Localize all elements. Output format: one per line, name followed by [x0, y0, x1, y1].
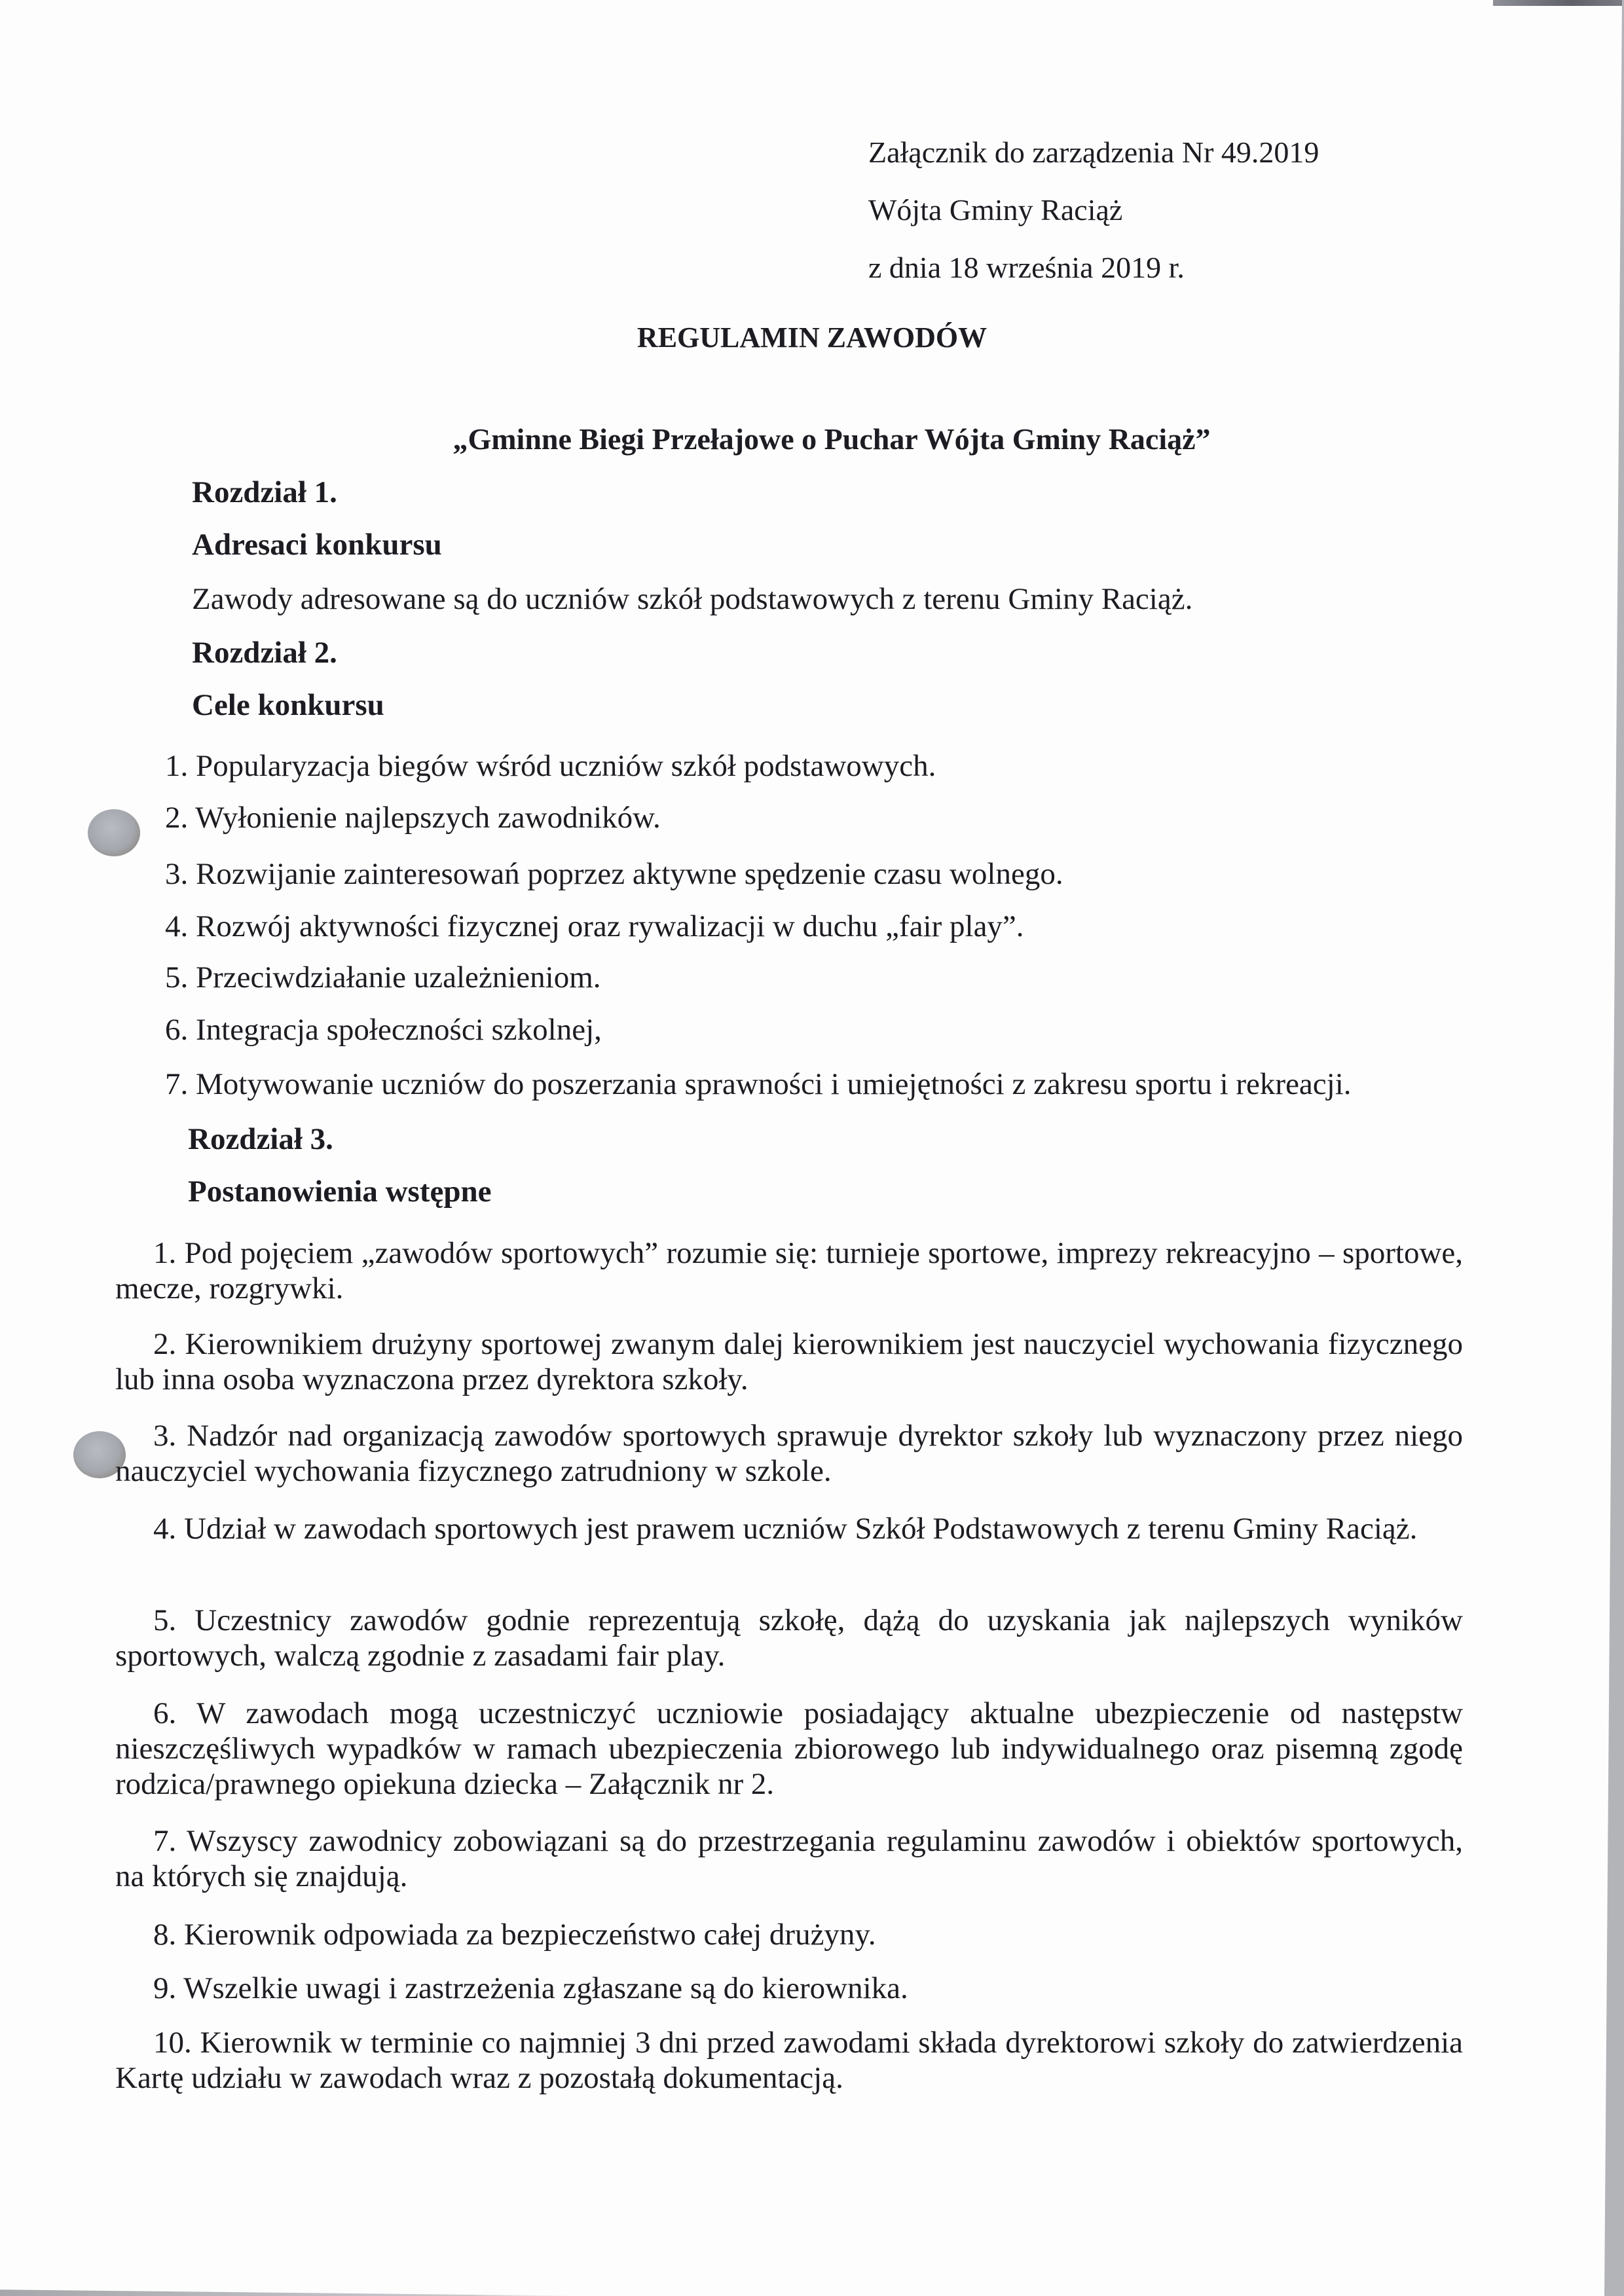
annex-line-3: z dnia 18 września 2019 r.	[868, 251, 1185, 284]
annex-line-1: Załącznik do zarządzenia Nr 49.2019	[868, 136, 1320, 169]
chapter-1-label: Rozdział 1.	[192, 475, 337, 509]
provision-text: 3. Nadzór nad organizacją zawodów sportowych sprawuje dyrektor szkoły lub wyznaczony przez niego nauczyciel wychowania fizycznego zatrudniony w szkole.	[115, 1419, 1463, 1488]
provision-paragraph	[115, 1235, 1463, 1306]
provision-paragraph	[115, 1326, 1463, 1397]
goal-item: 5. Przeciwdziałanie uzależnieniom.	[165, 960, 601, 994]
goal-item: 3. Rozwijanie zainteresowań poprzez aktywne spędzenie czasu wolnego.	[165, 857, 1063, 891]
chapter-1-heading: Adresaci konkursu	[192, 528, 442, 562]
provision-paragraph	[115, 1511, 1463, 1546]
provision-paragraph	[115, 1603, 1463, 1673]
provision-text: 1. Pod pojęciem „zawodów sportowych” rozumie się: turnieje sportowe, imprezy rekreacyjno – sportowe, mecze, rozgrywki.	[115, 1236, 1463, 1305]
goal-item: 7. Motywowanie uczniów do poszerzania sprawności i umiejętności z zakresu sportu i rekreacji.	[165, 1067, 1352, 1101]
punch-hole	[88, 809, 140, 856]
provision-paragraph	[115, 1823, 1463, 1894]
chapter-1-text: Zawody adresowane są do uczniów szkół podstawowych z terenu Gminy Raciąż.	[192, 582, 1193, 616]
provision-text: 8. Kierownik odpowiada za bezpieczeństwo całej drużyny.	[153, 1918, 876, 1952]
provision-text: 4. Udział w zawodach sportowych jest prawem uczniów Szkół Podstawowych z terenu Gminy Raciąż.	[153, 1512, 1418, 1546]
goal-item: 2. Wyłonienie najlepszych zawodników.	[165, 801, 661, 835]
chapter-2-label: Rozdział 2.	[192, 636, 337, 670]
goal-item: 1. Popularyzacja biegów wśród uczniów szkół podstawowych.	[165, 749, 936, 783]
scan-edge-bottom	[0, 2287, 589, 2296]
chapter-3-label: Rozdział 3.	[188, 1122, 333, 1156]
provision-text: 6. W zawodach mogą uczestniczyć uczniowie posiadający aktualne ubezpieczenie od następstw nieszczęśliwych wypadków w ramach ubezpieczenia zbiorowego lub indywidualnego oraz pisemną zgodę rodzica/prawnego opiekuna dziecka – Załącznik nr 2.	[115, 1696, 1463, 1801]
document-subtitle: „Gminne Biegi Przełajowe o Puchar Wójta Gminy Raciąż”	[452, 422, 1211, 456]
scan-edge-top	[1493, 0, 1624, 6]
provision-paragraph	[115, 2025, 1463, 2096]
provision-text: 9. Wszelkie uwagi i zastrzeżenia zgłaszane są do kierownika.	[153, 1971, 908, 2005]
provision-text: 2. Kierownikiem drużyny sportowej zwanym dalej kierownikiem jest nauczyciel wychowania fizycznego lub inna osoba wyznaczona przez dyrektora szkoły.	[115, 1327, 1463, 1396]
provision-paragraph	[115, 1971, 1463, 2006]
provision-text: 5. Uczestnicy zawodów godnie reprezentują szkołę, dążą do uzyskania jak najlepszych wyników sportowych, walczą zgodnie z zasadami fair play.	[115, 1603, 1463, 1673]
provision-text: 10. Kierownik w terminie co najmniej 3 dni przed zawodami składa dyrektorowi szkoły do zatwierdzenia Kartę udziału w zawodach wraz z pozostałą dokumentacją.	[115, 2026, 1463, 2095]
document-title: REGULAMIN ZAWODÓW	[637, 321, 987, 354]
goal-item: 6. Integracja społeczności szkolnej,	[165, 1013, 602, 1047]
goal-item: 4. Rozwój aktywności fizycznej oraz rywalizacji w duchu „fair play”.	[165, 909, 1024, 943]
provision-paragraph	[115, 1917, 1463, 1952]
annex-line-2: Wójta Gminy Raciąż	[868, 193, 1123, 227]
chapter-3-heading: Postanowienia wstępne	[188, 1175, 492, 1209]
provision-text: 7. Wszyscy zawodnicy zobowiązani są do przestrzegania regulaminu zawodów i obiektów sportowych, na których się znajdują.	[115, 1824, 1463, 1893]
provision-paragraph	[115, 1418, 1463, 1489]
provision-paragraph	[115, 1696, 1463, 1802]
chapter-2-heading: Cele konkursu	[192, 688, 384, 722]
